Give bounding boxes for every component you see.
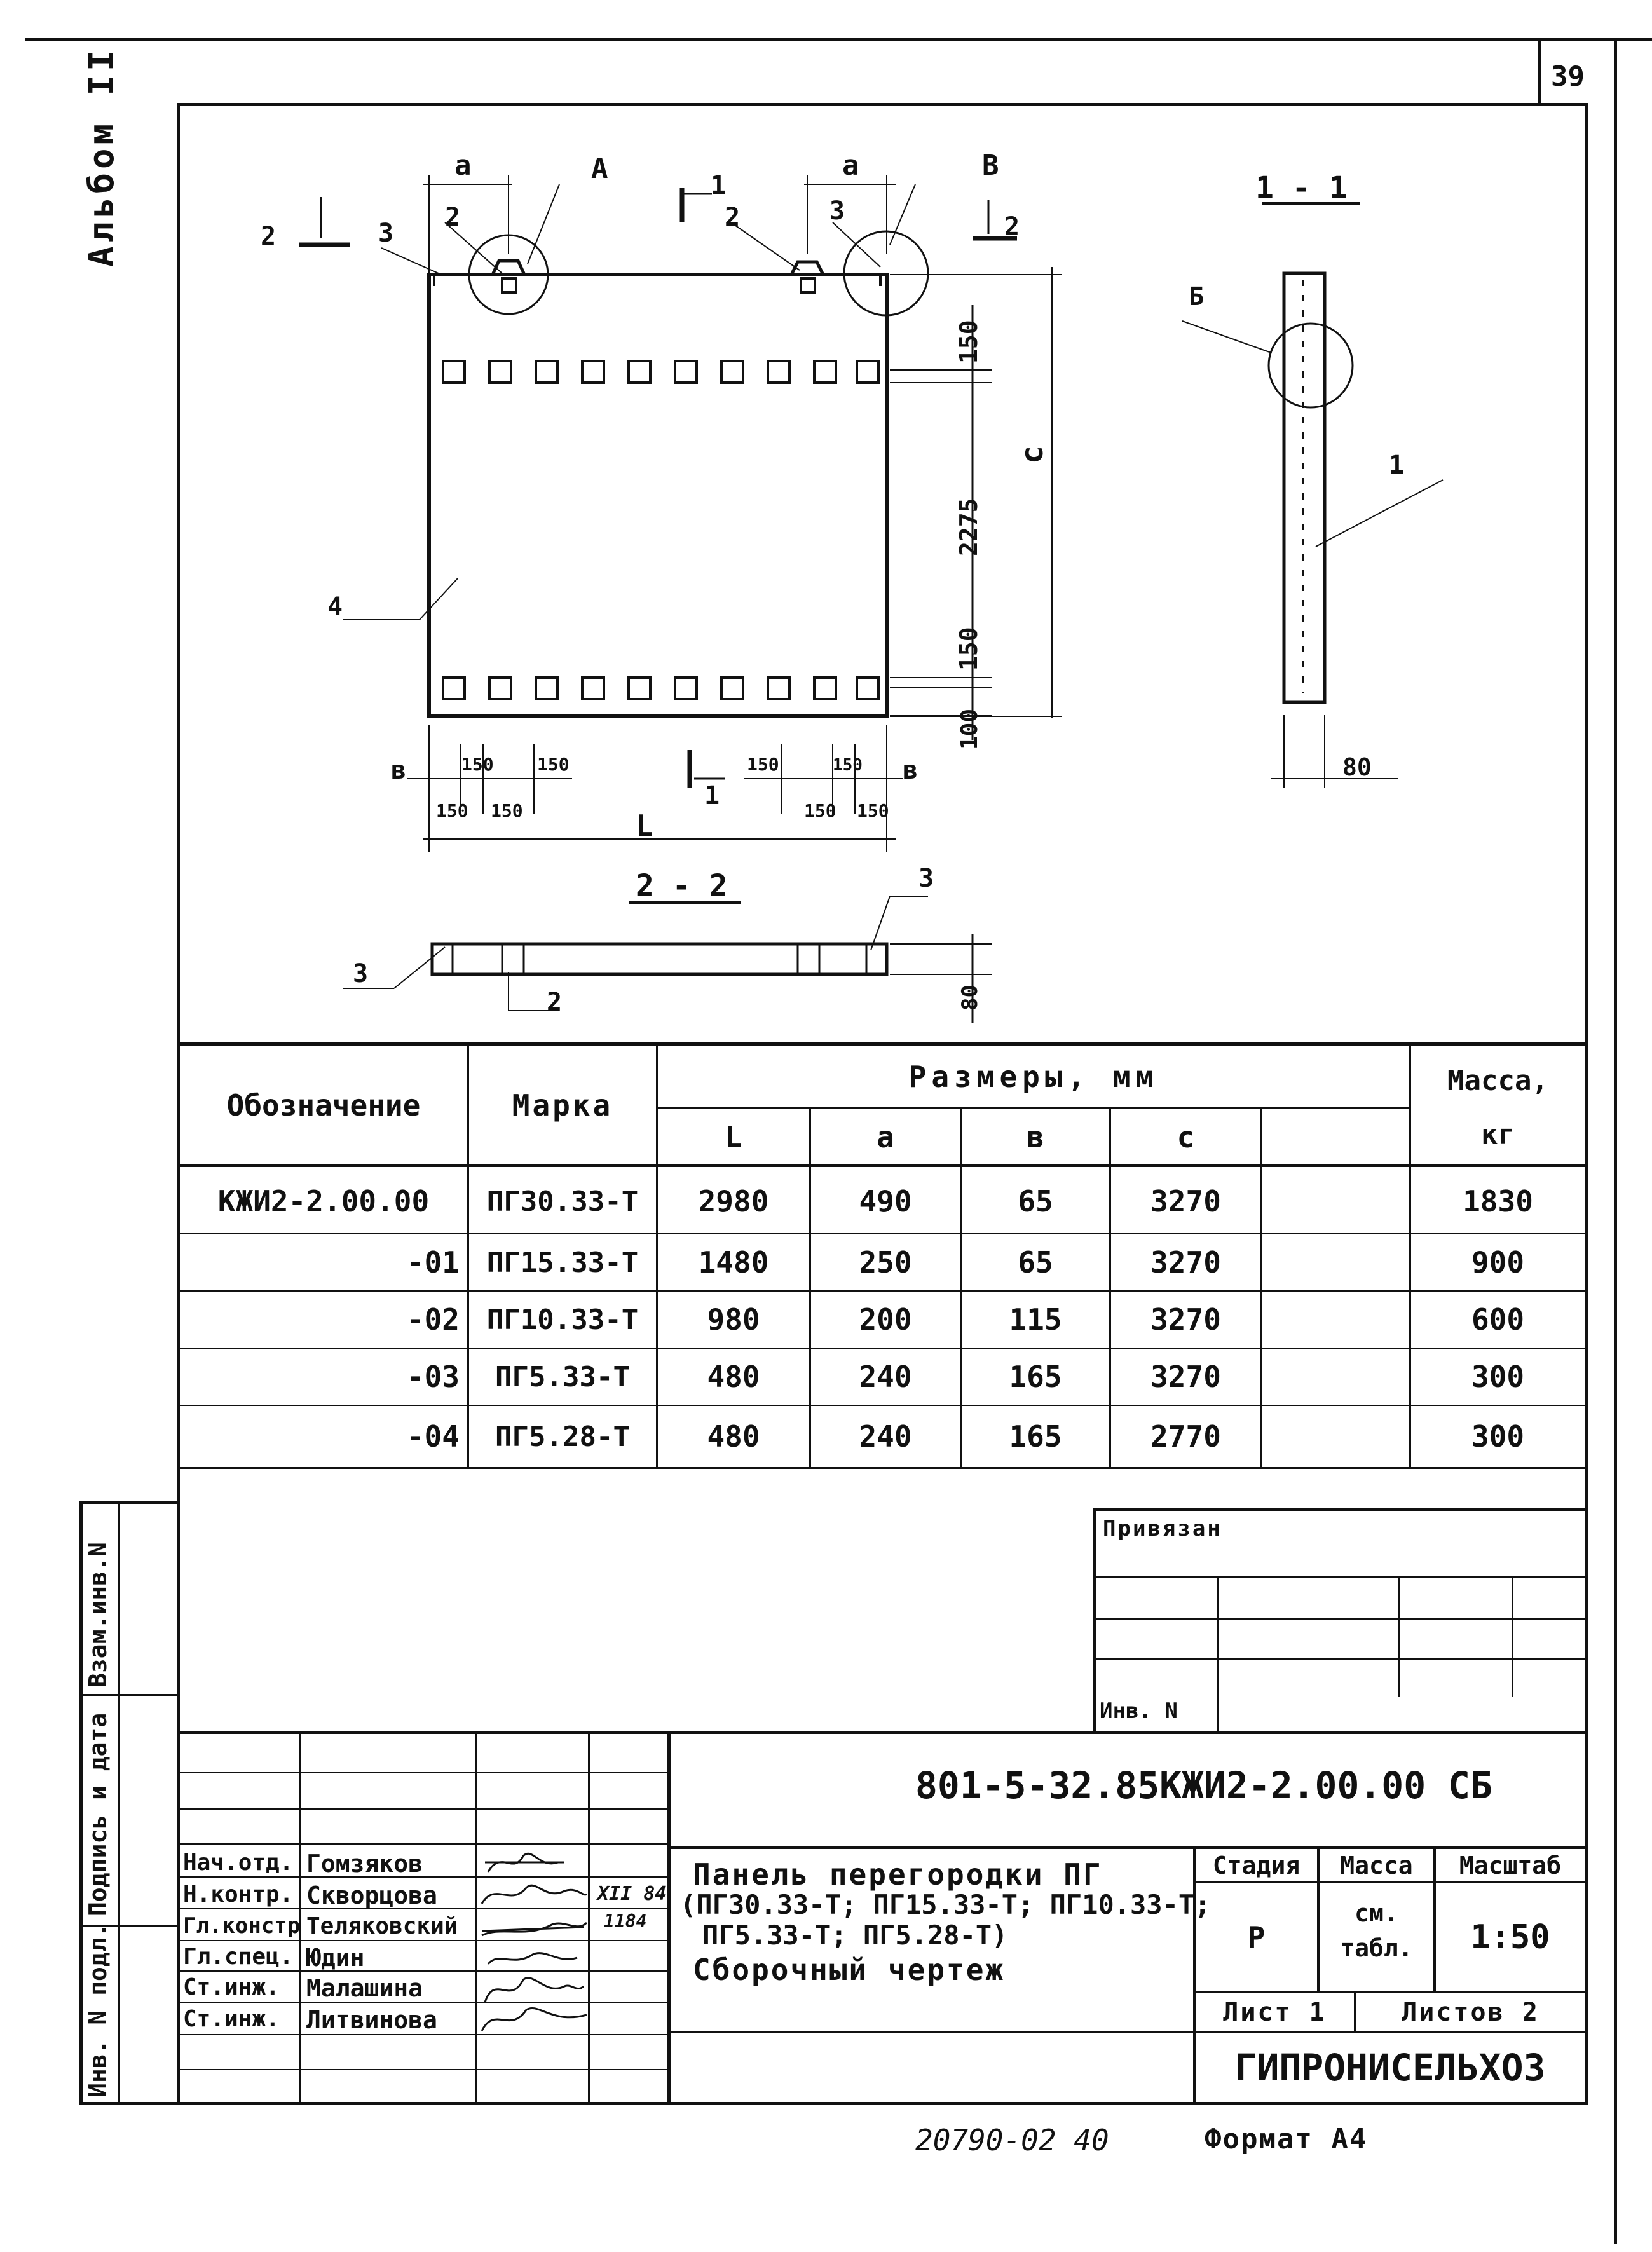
staff-date: XII 84 [597,1883,667,1905]
scale-label: Масштаб [1459,1851,1562,1880]
table-row-mass: 300 [1471,1360,1525,1394]
staff-name: Малашина [306,1974,423,2002]
header-c: c [1177,1119,1195,1154]
staff-role: Гл.спец. [183,1944,294,1970]
header-mass-unit: кг [1481,1118,1515,1151]
label-ref-A: A [591,153,608,185]
table-row-b: 65 [1018,1184,1053,1218]
title-line-1: Панель перегородки ПГ [693,1857,1103,1892]
table-header-bottom [177,1164,1585,1167]
label-pos-2-section: 2 [547,988,563,1017]
table-row-designation: -04 [406,1419,460,1454]
label-dim-100: 100 [957,708,983,750]
title-line-4: Сборочный чертеж [693,1953,1006,1987]
table-row-a: 200 [859,1302,912,1337]
binding-col-2 [1398,1576,1400,1697]
table-row-L: 480 [707,1360,760,1394]
label-pos-3-left: 3 [378,219,394,248]
staff-row-0 [177,1772,667,1773]
sheet-label: Лист 1 [1223,1997,1327,2027]
staff-date: 1184 [604,1911,647,1932]
table-row-designation: -02 [406,1302,460,1337]
signatures-image [475,1843,666,2034]
label-pos-3-section-left: 3 [353,959,369,988]
table-row-c: 3270 [1150,1184,1221,1218]
panel-elevation [429,275,887,716]
table-row-mark: ПГ30.33-Т [486,1185,639,1218]
sheets-label: Листов 2 [1402,1997,1539,2027]
label-dim-2275: 2275 [955,498,983,556]
table-row-c: 3270 [1150,1245,1221,1280]
table-row-b: 165 [1009,1419,1062,1454]
table-row-designation: -03 [406,1360,460,1394]
header-L: L [725,1119,742,1154]
table-row-mark: ПГ15.33-Т [486,1246,639,1279]
table-row-b: 115 [1009,1302,1062,1337]
table-row-L: 480 [707,1419,760,1454]
staff-row-6 [177,2034,667,2035]
table-row-b: 165 [1009,1360,1062,1394]
table-row-a: 250 [859,1245,912,1280]
sheet-number: 39 [1551,60,1585,93]
label-dim-80-side: 80 [1342,753,1372,781]
table-row-designation: -01 [406,1245,460,1280]
label-150-5: 150 [747,754,779,775]
label-a-left: a [454,149,472,182]
table-row-mark: ПГ10.33-Т [486,1303,639,1336]
label-ref-B-small: Б [1189,282,1205,311]
staff-row-7 [177,2069,667,2070]
header-mass: Масса, [1447,1064,1548,1097]
strip-left [79,1501,83,2105]
binding-linked-label: Привязан [1103,1516,1222,1541]
title-line-3: ПГ5.33-Т; ПГ5.28-Т) [702,1920,1008,1951]
scale-value: 1:50 [1470,1918,1550,1956]
label-section-2-right: 2 [1004,212,1020,242]
stage-value: Р [1247,1920,1266,1955]
binding-col-3 [1512,1576,1513,1697]
header-dimensions: Размеры, мм [908,1059,1159,1094]
table-row-mass: 600 [1471,1302,1525,1337]
label-150-1: 150 [461,754,494,775]
tb-top [177,1731,1585,1734]
tb-divider [667,1731,671,2105]
table-row-a: 240 [859,1419,912,1454]
label-150-7: 150 [804,800,836,821]
section-2-2-title: 2 - 2 [636,868,728,904]
strip-sign-date: Подпись и дата [84,1712,112,1916]
staff-name: Гомзяков [306,1850,423,1878]
binding-col-1 [1217,1576,1219,1731]
col-line-6 [1260,1107,1262,1467]
label-dim-L: L [636,809,653,843]
album-label: Альбом II [81,46,121,267]
label-150-3: 150 [436,800,468,821]
label-pos-4: 4 [327,592,343,622]
staff-name: Юдин [306,1944,365,1972]
label-dim-150-top: 150 [955,320,983,364]
label-pos-1: 1 [1389,451,1405,480]
table-bottom [177,1467,1585,1469]
doc-code: 801-5-32.85КЖИ2-2.00.00 СБ [915,1764,1492,1807]
title-line-2: (ПГ30.33-Т; ПГ15.33-Т; ПГ10.33-Т; [680,1889,1211,1920]
table-row-mark: ПГ5.33-Т [495,1360,630,1393]
assembly-drawing [0,0,1652,1049]
table-row-b: 65 [1018,1245,1053,1280]
label-section-1-bottom: 1 [704,781,720,810]
staff-role: Н.контр. [183,1881,294,1907]
strip-top [79,1501,178,1504]
table-row-mass: 900 [1471,1245,1525,1280]
staff-role: Нач.отд. [183,1850,294,1876]
label-ref-B: B [982,149,999,182]
header-b: в [1027,1119,1044,1154]
label-150-8: 150 [857,800,889,821]
table-row-mass: 300 [1471,1419,1525,1454]
header-mark: Марка [512,1088,613,1123]
table-row-L: 980 [707,1302,760,1337]
footer-format: Формат А4 [1205,2123,1368,2155]
label-150-6: 150 [833,756,863,775]
table-row-L: 1480 [698,1245,769,1280]
table-row-L: 2980 [698,1184,769,1218]
section-1-1-title: 1 - 1 [1255,170,1348,206]
strip-inv-orig: Инв. N подл. [84,1923,112,2098]
organization-name: ГИПРОНИСЕЛЬХОЗ [1234,2046,1546,2089]
strip-inner [118,1501,120,2105]
label-dim-b-left: в [391,756,407,785]
label-dim-80-section: 80 [957,985,983,1011]
binding-left [1093,1508,1096,1731]
label-pos-2-right: 2 [725,203,741,232]
label-pos-3-section: 3 [918,864,934,893]
binding-top [1093,1508,1585,1511]
mass-value-line-2: табл. [1340,1934,1413,1962]
table-row-a: 490 [859,1184,912,1218]
label-a-right: a [842,149,859,182]
label-150-4: 150 [491,800,523,821]
mass-value-line-1: см. [1355,1899,1398,1927]
header-a: a [877,1119,894,1154]
binding-inv-label: Инв. N [1100,1698,1178,1724]
staff-name: Скворцова [306,1881,437,1909]
staff-name: Литвинова [306,2006,437,2034]
label-section-1-top: 1 [711,171,727,200]
mass-label: Масса [1340,1851,1413,1880]
strip-div-1 [79,1694,178,1696]
table-row-a: 240 [859,1360,912,1394]
footer-doc-number: 20790-02 40 [915,2123,1109,2157]
section-1-1-profile [1284,273,1325,702]
stage-label: Стадия [1212,1851,1300,1880]
table-row-c: 3270 [1150,1302,1221,1337]
label-pos-2-left: 2 [445,203,461,232]
label-section-2-left: 2 [261,222,276,251]
label-dim-b-right: в [903,756,918,785]
label-pos-3-right: 3 [829,196,845,226]
table-row-designation: КЖИ2-2.00.00 [217,1184,430,1218]
header-designation: Обозначение [226,1088,421,1123]
staff-role: Ст.инж. [183,1974,280,2000]
label-dim-150-bottom: 150 [955,627,983,671]
staff-row-0b [177,1808,667,1810]
staff-name: Теляковский [306,1913,458,1939]
label-150-2: 150 [537,754,570,775]
table-row-mass: 1830 [1463,1184,1533,1218]
table-row-c: 2770 [1150,1419,1221,1454]
frame-bottom [79,2102,1588,2105]
strip-vzam-inv: Взам.инв.N [84,1542,112,1688]
label-dim-c: c [1014,446,1050,464]
table-row-mark: ПГ5.28-Т [495,1420,630,1453]
staff-role: Ст.инж. [183,2006,280,2032]
table-row-c: 3270 [1150,1360,1221,1394]
staff-role: Гл.констр [183,1913,301,1939]
